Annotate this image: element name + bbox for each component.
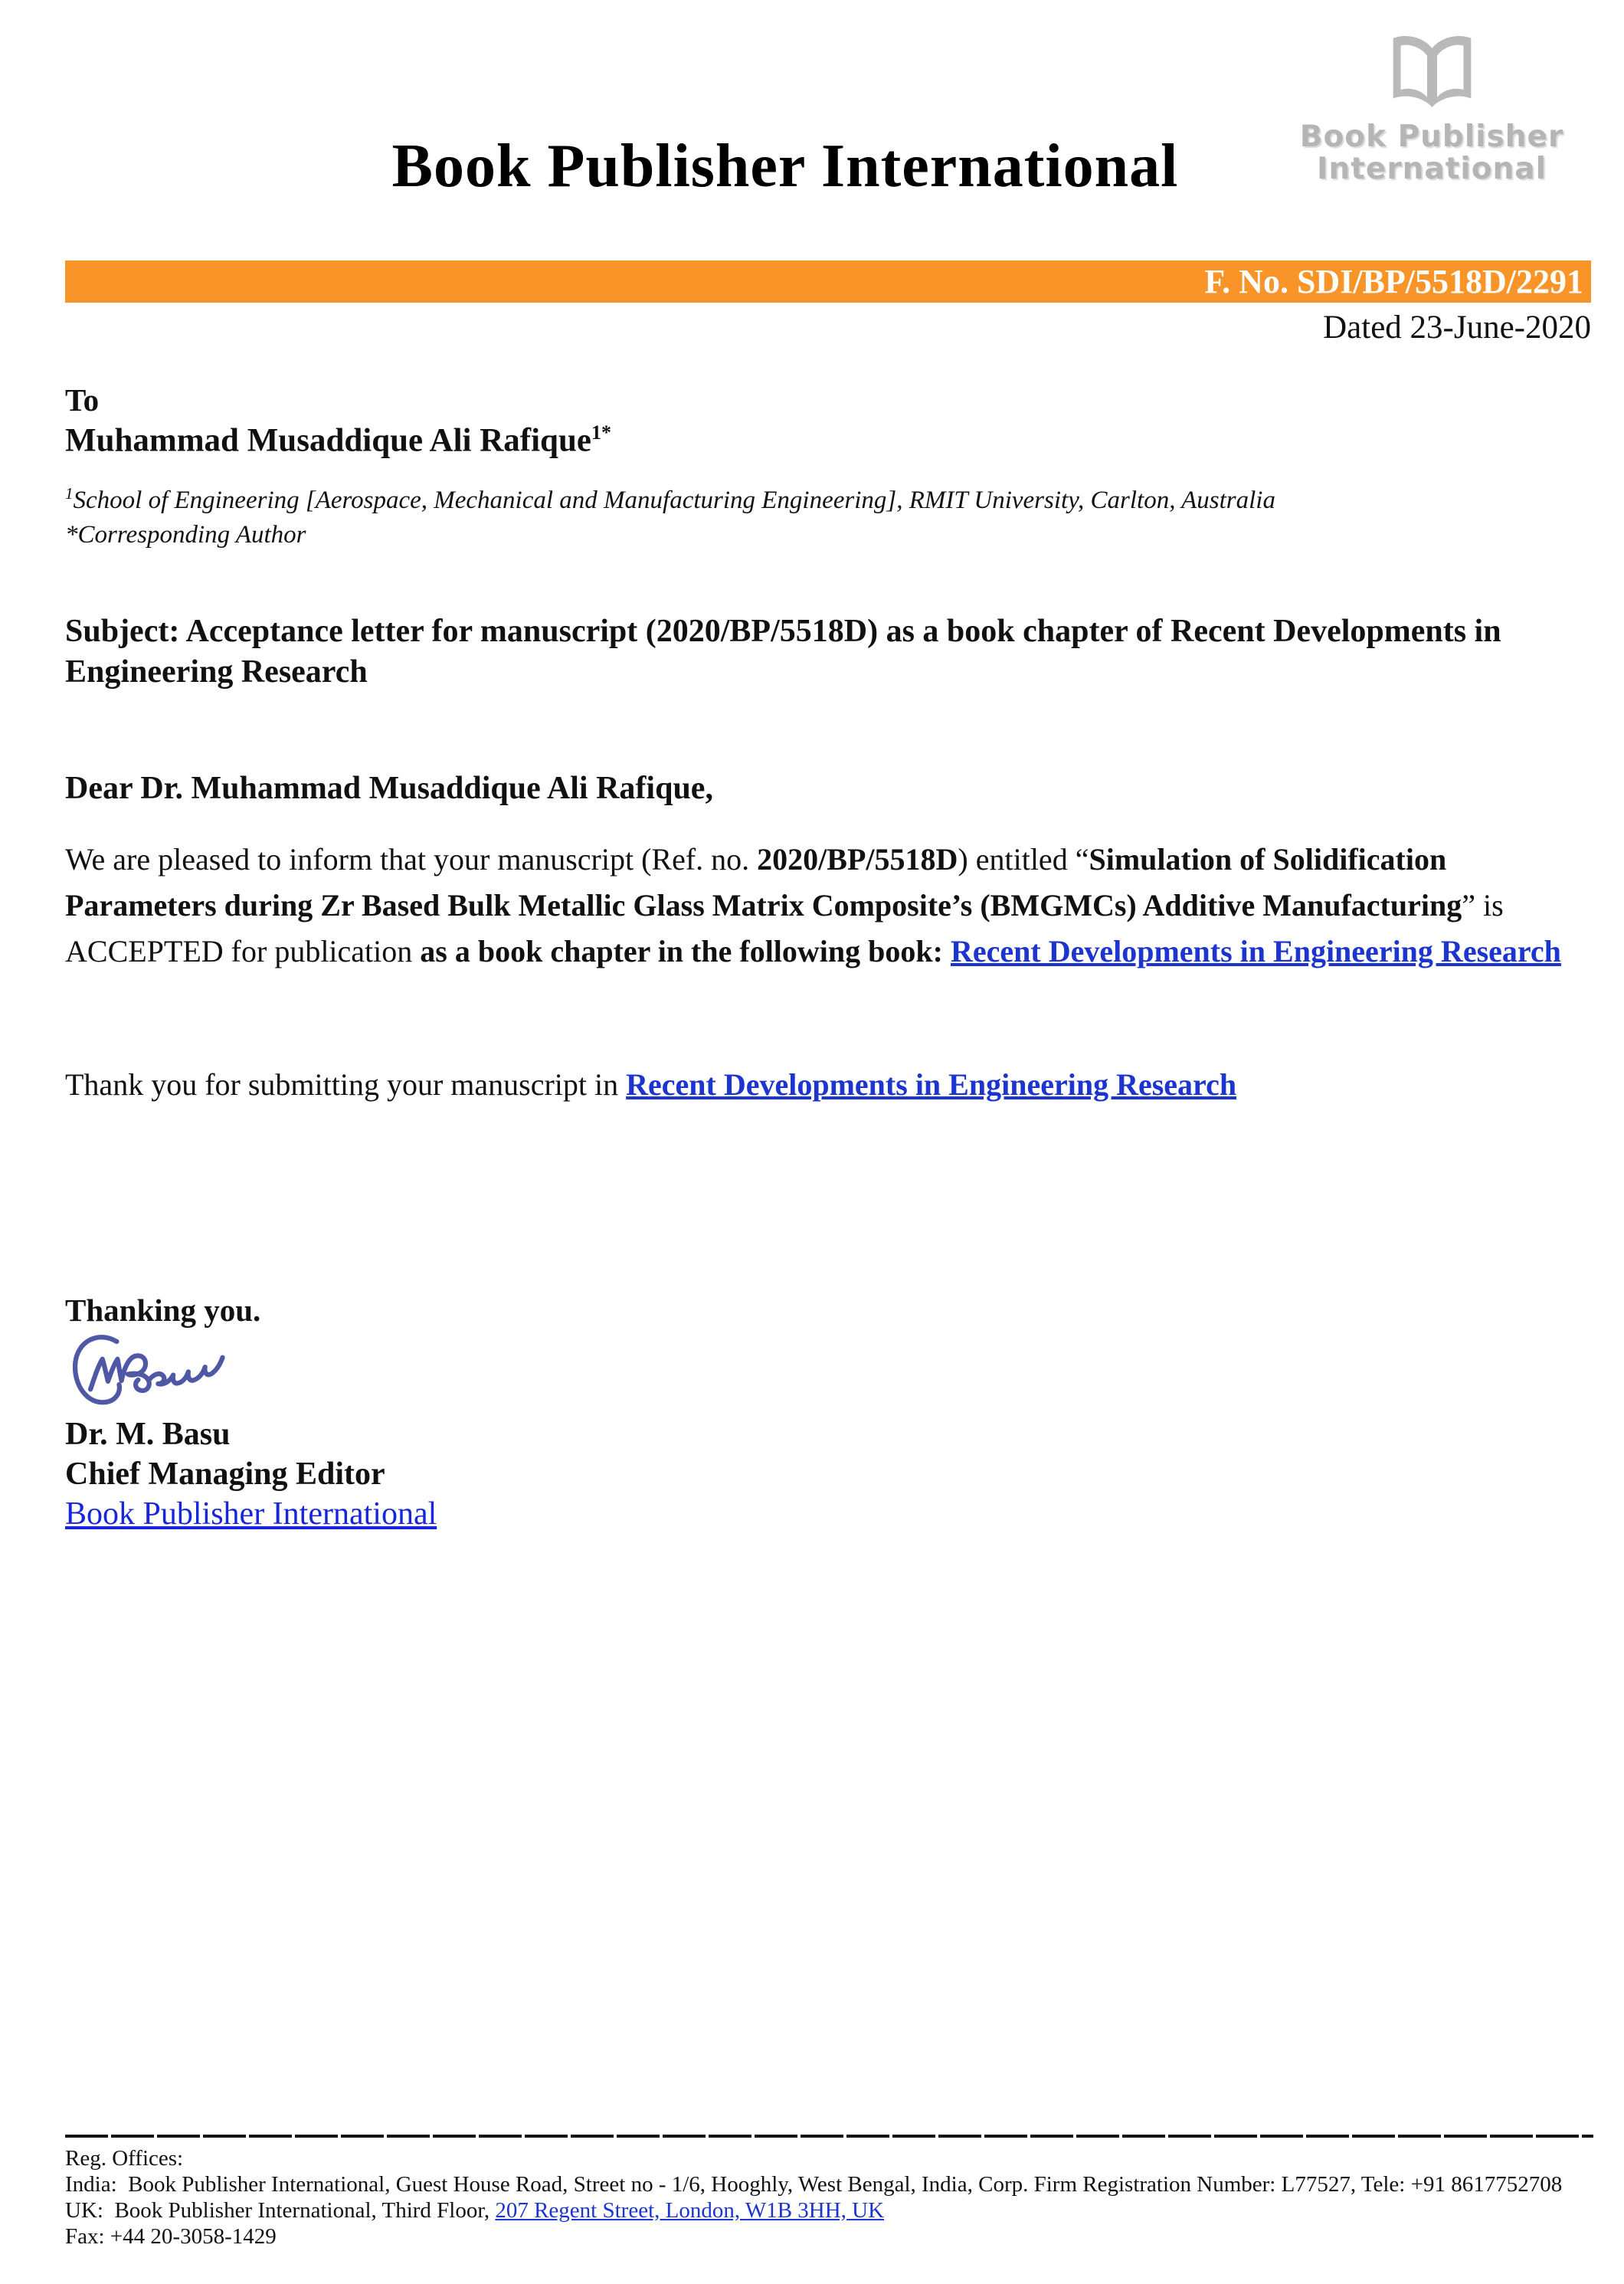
corresponding-author-note: *Corresponding Author [65, 521, 306, 549]
closing-phrase: Thanking you. [65, 1293, 261, 1328]
signatory-title: Chief Managing Editor [65, 1457, 385, 1492]
thank-you-paragraph [65, 1062, 1596, 1108]
text-run: as a book chapter in the following book: [420, 934, 951, 968]
footer [65, 2135, 1593, 2250]
text-run: We are pleased to inform that your manuscript (Ref. no. [65, 842, 758, 877]
text-run: Thank you for submitting your manuscript in [65, 1067, 627, 1102]
fax-line: Fax: +44 20-3058-1429 [65, 2224, 277, 2249]
manuscript-title: Simulation of Solidification Parameters during Zr Based Bulk Metallic Glass Matrix Composite’s (BMGMCs) Additive Manufacturing [65, 842, 1462, 922]
text-run: ” is ACCEPTED for publication [65, 888, 1504, 968]
open-book-icon [1369, 31, 1495, 121]
text-run: UK: Book Publisher International, Third Floor, [65, 2198, 496, 2223]
recipient-name [65, 421, 611, 459]
publisher-logo [1267, 31, 1596, 185]
footer-divider [65, 2135, 1593, 2138]
signatory-name: Dr. M. Basu [65, 1417, 231, 1452]
subject-line: Subject: Acceptance letter for manuscript (2020/BP/5518D) as a book chapter of Recent Developments in Engineering Research [65, 614, 1501, 690]
logo-text-line2: International [1317, 152, 1547, 186]
logo-text-line1: Book Publisher [1299, 120, 1564, 154]
recipient-affiliation [65, 484, 1275, 515]
recipient-name-text: Muhammad Musaddique Ali Rafique [65, 422, 591, 459]
acceptance-paragraph [65, 837, 1596, 975]
page-title: Book Publisher International [391, 132, 1179, 200]
file-number-banner [65, 261, 1591, 303]
file-number: F. No. SDI/BP/5518D/2291 [1204, 263, 1583, 300]
salutation: Dear Dr. Muhammad Musaddique Ali Rafique, [65, 771, 713, 806]
reg-offices-label: Reg. Offices: [65, 2146, 184, 2171]
book-title-link[interactable]: Recent Developments in Engineering Research [626, 1067, 1237, 1102]
uk-office-line [65, 2197, 1593, 2223]
uk-address-link[interactable]: 207 Regent Street, London, W1B 3HH, UK [495, 2198, 885, 2223]
text-run: ) entitled “ [958, 842, 1089, 877]
india-office-line: India: Book Publisher International, Guest House Road, Street no - 1/6, Hooghly, West Bengal, India, Corp. Firm Registration Number: L77527, Tele: +91 8617752708 [65, 2172, 1563, 2197]
to-label: To [65, 382, 100, 418]
recipient-name-superscript: 1* [591, 421, 611, 444]
publisher-link[interactable]: Book Publisher International [65, 1496, 437, 1532]
affiliation-superscript: 1 [65, 484, 74, 503]
manuscript-ref: 2020/BP/5518D [757, 842, 958, 877]
affiliation-text: School of Engineering [Aerospace, Mechanical and Manufacturing Engineering], RMIT University, Carlton, Australia [73, 487, 1275, 514]
book-title-link[interactable]: Recent Developments in Engineering Research [950, 934, 1561, 968]
handwritten-signature [67, 1326, 274, 1421]
letter-date: Dated 23-June-2020 [1323, 310, 1591, 346]
